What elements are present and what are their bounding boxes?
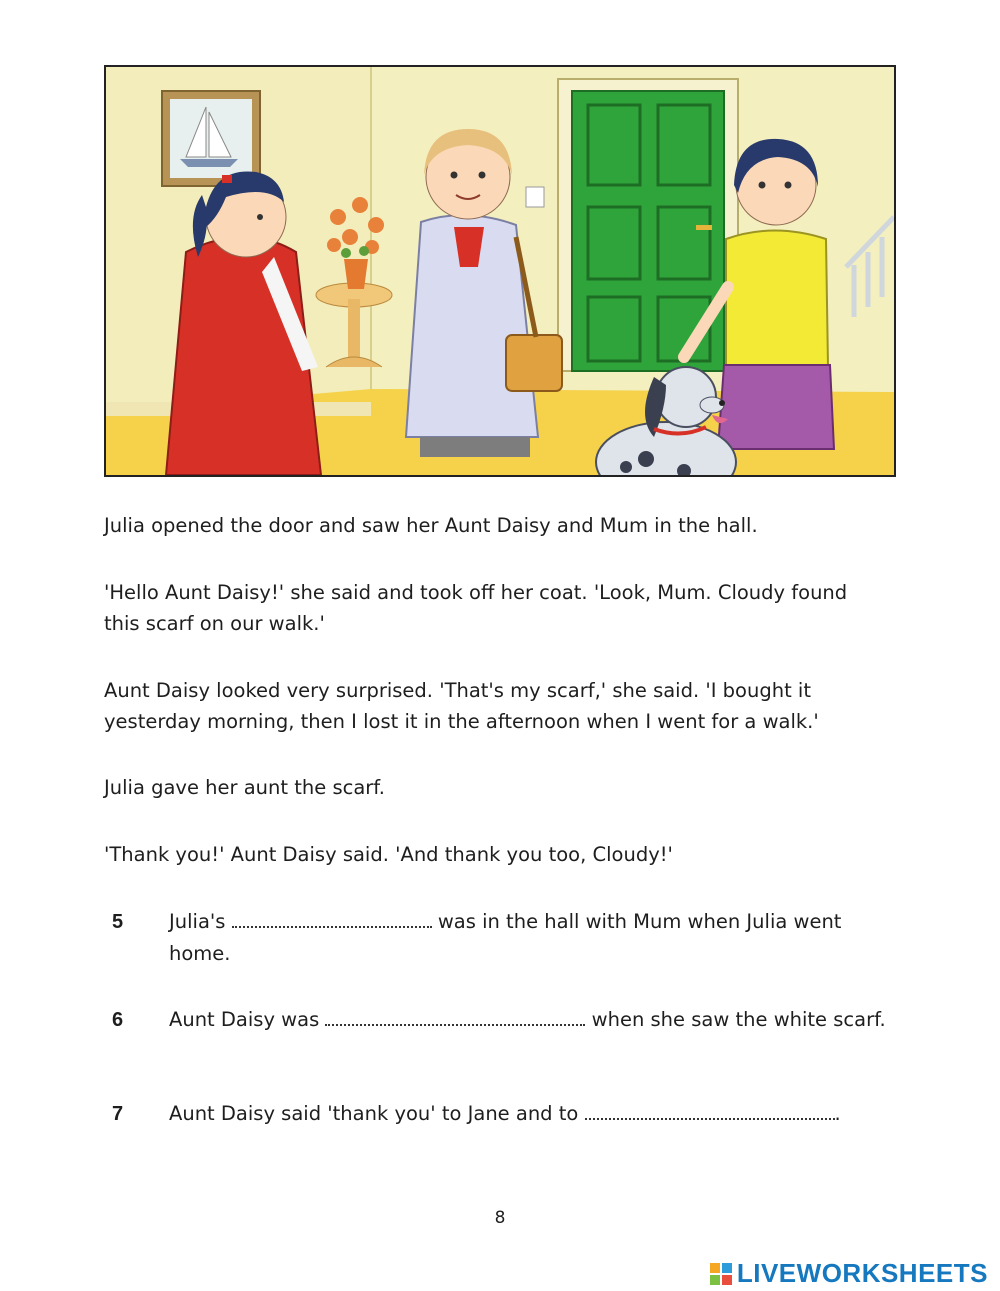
story-paragraph-1: Julia opened the door and saw her Aunt Daisy and Mum in the hall.	[104, 514, 758, 537]
question-text	[169, 1098, 899, 1130]
story-paragraph-2: 'Hello Aunt Daisy!' she said and took off her coat. 'Look, Mum. Cloudy found this scarf on our walk.'	[104, 581, 848, 635]
question-number: 7	[112, 1103, 124, 1125]
question-text-before: Julia's	[169, 910, 226, 933]
question-text-before: Aunt Daisy was	[169, 1008, 320, 1031]
answer-blank-5[interactable]	[232, 908, 432, 928]
story-illustration	[104, 65, 896, 477]
page-number: 8	[494, 1208, 506, 1228]
question-text-before: Aunt Daisy said 'thank you' to Jane and to	[169, 1102, 579, 1125]
question-number: 6	[112, 1009, 124, 1031]
story-paragraph-3: Aunt Daisy looked very surprised. 'That's my scarf,' she said. 'I bought it yesterday morning, then I lost it in the afternoon when I went for a walk.'	[104, 679, 819, 733]
liveworksheets-logo[interactable]	[710, 1258, 988, 1289]
story-paragraph-5: 'Thank you!' Aunt Daisy said. 'And thank you too, Cloudy!'	[104, 843, 673, 866]
hall-scene-image	[106, 67, 894, 475]
question-text-after: .	[834, 1102, 841, 1125]
question-text	[169, 1004, 899, 1036]
question-number: 5	[112, 911, 124, 933]
question-text	[169, 906, 899, 970]
answer-blank-7[interactable]	[585, 1100, 835, 1120]
question-text-after: when she saw the white scarf.	[591, 1008, 886, 1031]
logo-blocks-icon	[710, 1263, 732, 1285]
story-paragraph-4: Julia gave her aunt the scarf.	[104, 776, 385, 799]
question-text-after: was in the hall with Mum when Julia went home.	[169, 910, 842, 965]
answer-blank-6[interactable]	[325, 1006, 585, 1026]
brand-text: LIVEWORKSHEETS	[736, 1258, 988, 1288]
